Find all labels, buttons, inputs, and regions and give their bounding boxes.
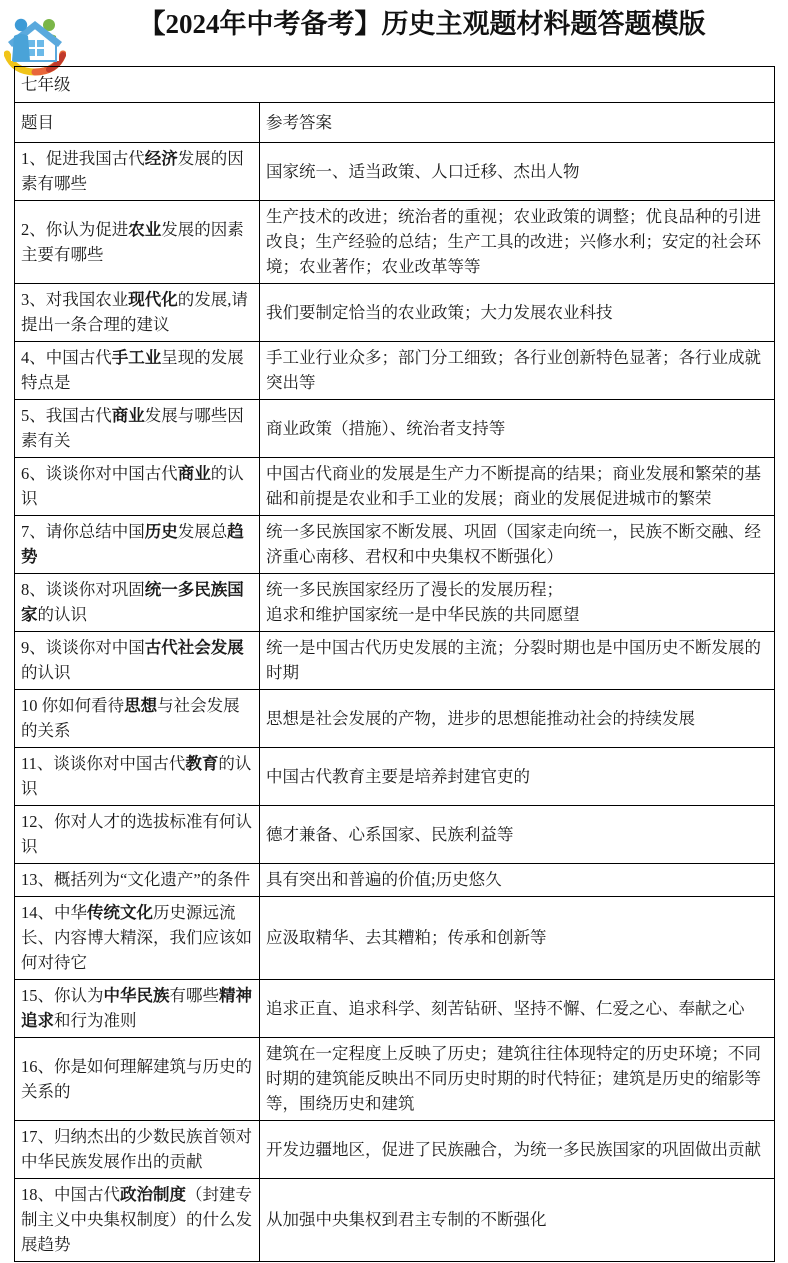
answer-text: 中国古代教育主要是培养封建官吏的 (266, 766, 530, 786)
table-row (15, 342, 775, 400)
table-row (15, 143, 775, 201)
answer-text: 统一多民族国家不断发展、巩固（国家走向统一，民族不断交融、经济重心南移、君权和中央集权不断强化） (266, 522, 761, 566)
question-text: 18、中国古代政治制度（封建专制主义中央集权制度）的什么发展趋势 (21, 1185, 252, 1254)
answer-text: 德才兼备、心系国家、民族利益等 (266, 824, 514, 844)
page-title: 【2024年中考备考】历史主观题材料题答题模版 (138, 9, 706, 39)
question-cell (15, 806, 260, 864)
question-text: 8、谈谈你对巩固统一多民族国家的认识 (21, 580, 244, 624)
table-row (15, 980, 775, 1038)
question-text: 16、你是如何理解建筑与历史的关系的 (21, 1056, 252, 1101)
table-row (15, 458, 775, 516)
answer-cell (260, 897, 775, 980)
answer-cell (260, 458, 775, 516)
question-cell (15, 690, 260, 748)
answer-cell (260, 284, 775, 342)
answer-cell (260, 342, 775, 400)
answer-text: 开发边疆地区，促进了民族融合，为统一多民族国家的巩固做出贡献 (266, 1139, 761, 1159)
table-body (15, 67, 775, 1262)
table-row (15, 400, 775, 458)
grade-label: 七年级 (15, 67, 775, 103)
table-header-row (15, 103, 775, 143)
question-text: 4、中国古代手工业呈现的发展特点是 (21, 348, 244, 392)
answer-cell (260, 806, 775, 864)
question-cell (15, 897, 260, 980)
table-row (15, 897, 775, 980)
question-cell (15, 980, 260, 1038)
question-text: 11、谈谈你对中国古代教育的认识 (21, 754, 252, 798)
question-text: 9、谈谈你对中国古代社会发展的认识 (21, 638, 244, 682)
question-cell (15, 284, 260, 342)
answer-text: 具有突出和普遍的价值;历史悠久 (266, 870, 502, 889)
answer-text: 思想是社会发展的产物，进步的思想能推动社会的持续发展 (266, 708, 695, 728)
document-header (0, 0, 788, 62)
question-cell (15, 342, 260, 400)
answer-cell (260, 1121, 775, 1179)
question-text: 10 你如何看待思想与社会发展的关系 (21, 696, 240, 740)
answer-text: 手工业行业众多；部门分工细致；各行业创新特色显著；各行业成就突出等 (266, 348, 761, 392)
answer-text: 建筑在一定程度上反映了历史；建筑往往体现特定的历史环境；不同时期的建筑能反映出不同历史时期的时代特征；建筑是历史的缩影等等，围绕历史和建筑 (266, 1044, 761, 1113)
question-text: 14、中华传统文化历史源远流长、内容博大精深，我们应该如何对待它 (21, 903, 252, 972)
question-text: 13、概括列为“文化遗产”的条件 (21, 870, 251, 889)
answer-cell (260, 201, 775, 284)
table-row (15, 516, 775, 574)
question-cell (15, 516, 260, 574)
answer-text: 我们要制定恰当的农业政策；大力发展农业科技 (266, 302, 613, 322)
question-cell (15, 143, 260, 201)
question-text: 1、促进我国古代经济发展的因素有哪些 (21, 149, 244, 193)
answer-cell (260, 1179, 775, 1262)
question-cell (15, 201, 260, 284)
column-header-answer: 参考答案 (260, 103, 775, 143)
question-cell (15, 1179, 260, 1262)
table-row (15, 690, 775, 748)
table-row (15, 284, 775, 342)
question-text: 6、谈谈你对中国古代商业的认识 (21, 464, 244, 508)
column-header-question: 题目 (15, 103, 260, 143)
answer-text: 生产技术的改进；统治者的重视；农业政策的调整；优良品种的引进改良；生产经验的总结；生产工具的改进；兴修水利；安定的社会环境；农业著作；农业改革等等 (266, 207, 761, 276)
answer-cell (260, 143, 775, 201)
grade-row (15, 67, 775, 103)
answer-text: 追求正直、追求科学、刻苦钻研、坚持不懈、仁爱之心、奉献之心 (266, 998, 745, 1018)
question-cell (15, 458, 260, 516)
answer-template-table-wrap (14, 66, 774, 1262)
table-row (15, 748, 775, 806)
table-row (15, 1121, 775, 1179)
answer-cell (260, 864, 775, 897)
table-row (15, 806, 775, 864)
question-cell (15, 1038, 260, 1121)
answer-template-table (14, 66, 775, 1262)
question-cell (15, 748, 260, 806)
answer-text: 国家统一、适当政策、人口迁移、杰出人物 (266, 161, 580, 181)
question-cell (15, 632, 260, 690)
answer-text: 商业政策（措施）、统治者支持等 (266, 418, 506, 438)
answer-text: 统一是中国古代历史发展的主流；分裂时期也是中国历史不断发展的时期 (266, 638, 761, 682)
question-text: 12、你对人才的选拔标准有何认识 (21, 812, 252, 856)
question-text: 15、你认为中华民族有哪些精神追求和行为准则 (21, 986, 252, 1030)
question-text: 17、归纳杰出的少数民族首领对中华民族发展作出的贡献 (21, 1127, 252, 1171)
answer-text: 中国古代商业的发展是生产力不断提高的结果；商业发展和繁荣的基础和前提是农业和手工业的发展；商业的发展促进城市的繁荣 (266, 464, 761, 508)
question-cell (15, 400, 260, 458)
question-text: 7、请你总结中国历史发展总趋势 (21, 522, 244, 566)
question-cell (15, 574, 260, 632)
answer-cell (260, 748, 775, 806)
table-row (15, 201, 775, 284)
question-cell (15, 1121, 260, 1179)
table-row (15, 574, 775, 632)
question-text: 3、对我国农业现代化的发展,请提出一条合理的建议 (21, 290, 248, 334)
question-text: 2、你认为促进农业发展的因素主要有哪些 (21, 219, 244, 264)
answer-cell (260, 632, 775, 690)
answer-cell (260, 400, 775, 458)
table-row (15, 1038, 775, 1121)
question-text: 5、我国古代商业发展与哪些因素有关 (21, 406, 244, 450)
answer-text: 从加强中央集权到君主专制的不断强化 (266, 1210, 547, 1229)
table-row (15, 864, 775, 897)
answer-cell (260, 690, 775, 748)
answer-text: 应汲取精华、去其糟粕；传承和创新等 (266, 928, 547, 947)
table-row (15, 1179, 775, 1262)
answer-cell (260, 1038, 775, 1121)
answer-text: 统一多民族国家经历了漫长的发展历程； 追求和维护国家统一是中华民族的共同愿望 (266, 580, 580, 624)
answer-cell (260, 980, 775, 1038)
table-row (15, 632, 775, 690)
question-cell (15, 864, 260, 897)
answer-cell (260, 574, 775, 632)
answer-cell (260, 516, 775, 574)
